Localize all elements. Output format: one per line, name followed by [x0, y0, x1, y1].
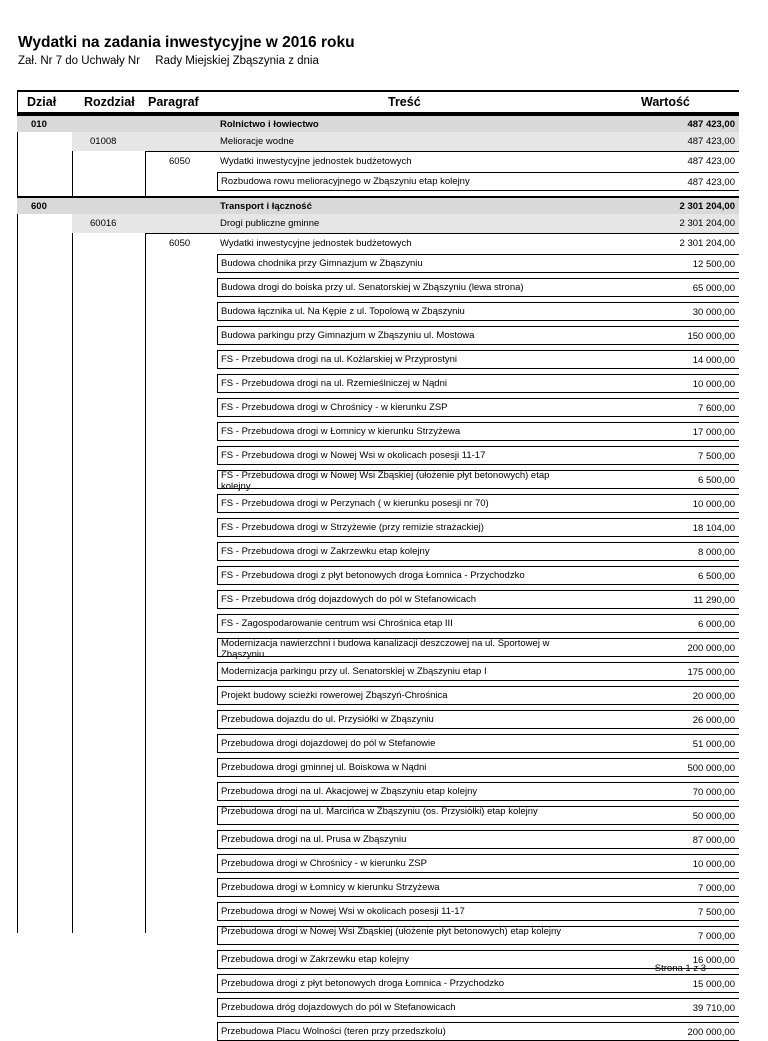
- item-value: 10 000,00: [692, 499, 735, 510]
- item-value: 11 290,00: [693, 595, 735, 606]
- item-value: 18 104,00: [692, 523, 735, 534]
- list-item: [217, 566, 739, 585]
- item-value: 30 000,00: [692, 307, 735, 318]
- item-name: Przebudowa drogi w Chrośnicy - w kierunku ZSP: [221, 858, 427, 869]
- item-value: 6 500,00: [698, 571, 735, 582]
- item-name: Przebudowa drogi na ul. Prusa w Zbąszyniu: [221, 834, 407, 845]
- item-name: Przebudowa dróg dojazdowych do pól w Stefanowicach: [221, 1002, 456, 1013]
- section-row: [17, 196, 739, 214]
- header-dzial: Dział: [27, 95, 57, 109]
- list-item: [217, 326, 739, 345]
- item-value: 10 000,00: [692, 859, 735, 870]
- item-name: Przebudowa drogi dojazdowej do pól w Stefanowie: [221, 738, 436, 749]
- item-name: FS - Przebudowa drogi na ul. Kożlarskiej w Przyprostyni: [221, 354, 458, 365]
- item-name: FS - Przebudowa drogi w Perzynach ( w kierunku posesji nr 70): [221, 498, 489, 509]
- dzial-name: Rolnictwo i łowiectwo: [220, 119, 319, 130]
- list-item: [217, 1022, 739, 1041]
- list-item: [217, 806, 739, 825]
- item-name: FS - Przebudowa drogi w Łomnicy w kierunku Strzyżewa: [221, 426, 461, 437]
- list-item: [217, 758, 739, 777]
- list-item: [217, 902, 739, 921]
- item-value: 51 000,00: [692, 739, 735, 750]
- subtitle: [18, 55, 319, 67]
- paragraf-value: 487 423,00: [687, 156, 735, 167]
- item-value: 87 000,00: [692, 835, 735, 846]
- item-name: Modernizacja nawierzchni i budowa kanalizacji deszczowej na ul. Sportowej w Zbąszyniu: [221, 638, 550, 660]
- list-item: [217, 494, 739, 513]
- col-line-rozdzial: [72, 114, 73, 933]
- item-name: Projekt budowy scieżki rowerowej Zbąszyń-Chrośnica: [221, 690, 448, 701]
- item-value: 8 000,00: [698, 547, 735, 558]
- paragraf-row: [145, 151, 739, 171]
- subtitle-left: Zał. Nr 7 do Uchwały Nr: [18, 55, 141, 67]
- list-item: [217, 422, 739, 441]
- list-item: [217, 278, 739, 297]
- rozdzial-row: [72, 214, 739, 233]
- item-name: FS - Przebudowa dróg dojazdowych do pól w Stefanowicach: [221, 594, 477, 605]
- list-item: [217, 302, 739, 321]
- item-name: FS - Przebudowa drogi z płyt betonowych droga Łomnica - Przychodzko: [221, 570, 525, 581]
- item-name: FS - Przebudowa drogi na ul. Rzemieślniczej w Nądni: [221, 378, 447, 389]
- subtitle-right: Rady Miejskiej Zbąszynia z dnia: [155, 55, 319, 67]
- item-name: FS - Zagospodarowanie centrum wsi Chrośnica etap III: [221, 618, 453, 629]
- item-name: Budowa drogi do boiska przy ul. Senatorskiej w Zbąszyniu (lewa strona): [221, 282, 524, 293]
- list-item: [217, 734, 739, 753]
- item-name: FS - Przebudowa drogi w Zakrzewku etap kolejny: [221, 546, 430, 557]
- item-name: Modernizacja parkingu przy ul. Senatorskiej w Zbąszyniu etap I: [221, 666, 487, 677]
- dzial-value: 487 423,00: [687, 119, 735, 130]
- list-item: [217, 470, 739, 492]
- dzial-name: Transport i łączność: [220, 201, 312, 212]
- list-item: [217, 854, 739, 873]
- list-item: [217, 542, 739, 561]
- list-item: [217, 446, 739, 465]
- item-name: Przebudowa dojazdu do ul. Przysiółki w Zbąszyniu: [221, 714, 434, 725]
- item-value: 10 000,00: [692, 379, 735, 390]
- item-value: 200 000,00: [687, 643, 735, 654]
- item-value: 500 000,00: [687, 763, 735, 774]
- header-tresc: Treść: [388, 95, 421, 109]
- list-item: [217, 518, 739, 537]
- item-value: 6 500,00: [698, 475, 735, 486]
- list-item: [217, 686, 739, 705]
- page-footer: Strona 1 z 3: [654, 963, 706, 974]
- paragraf-name: Wydatki inwestycyjne jednostek budżetowych: [220, 156, 412, 167]
- header-wartosc: Wartość: [641, 95, 690, 109]
- dzial-code: 600: [31, 201, 47, 212]
- item-value: 150 000,00: [687, 331, 735, 342]
- paragraf-row: [145, 233, 739, 253]
- item-name: FS - Przebudowa drogi w Nowej Wsi w okolicach posesji 11-17: [221, 450, 486, 461]
- paragraf-value: 2 301 204,00: [679, 238, 735, 249]
- item-value: 7 500,00: [698, 907, 735, 918]
- item-name: Rozbudowa rowu melioracyjnego w Zbąszyniu etap kolejny: [221, 176, 470, 187]
- item-value: 26 000,00: [692, 715, 735, 726]
- item-value: 20 000,00: [692, 691, 735, 702]
- section-row: [17, 114, 739, 132]
- item-name: FS - Przebudowa drogi w Strzyżewie (przy remizie strażackiej): [221, 522, 484, 533]
- rozdzial-row: [72, 132, 739, 151]
- item-name: Przebudowa Placu Wolności (teren przy przedszkolu): [221, 1026, 446, 1037]
- item-name: Budowa łącznika ul. Na Kępie z ul. Topolową w Zbąszyniu: [221, 306, 465, 317]
- rozdzial-name: Melioracje wodne: [220, 136, 294, 147]
- rozdzial-name: Drogi publiczne gminne: [220, 218, 320, 229]
- list-item: [217, 710, 739, 729]
- item-value: 65 000,00: [692, 283, 735, 294]
- item-name: Przebudowa drogi na ul. Marcińca w Zbąszyniu (os. Przysiółki) etap kolejny: [221, 806, 538, 817]
- list-item: [217, 662, 739, 681]
- item-name: Przebudowa drogi w Nowej Wsi w okolicach posesji 11-17: [221, 906, 465, 917]
- list-item: [217, 172, 739, 191]
- dzial-code: 010: [31, 119, 47, 130]
- rozdzial-code: 01008: [90, 136, 117, 147]
- item-name: Przebudowa drogi w Nowej Wsi Zbąskiej (ułożenie płyt betonowych) etap kolejny: [221, 926, 562, 937]
- item-name: Przebudowa drogi na ul. Akacjowej w Zbąszyniu etap kolejny: [221, 786, 478, 797]
- item-value: 7 000,00: [698, 931, 735, 942]
- item-value: 175 000,00: [687, 667, 735, 678]
- list-item: [217, 830, 739, 849]
- list-item: [217, 878, 739, 897]
- header-rozdzial: Rozdział: [84, 95, 135, 109]
- item-value: 7 000,00: [698, 883, 735, 894]
- item-value: 487 423,00: [687, 177, 735, 188]
- list-item: [217, 782, 739, 801]
- item-value: 16 000,00: [692, 955, 735, 966]
- item-name: Przebudowa drogi w Zakrzewku etap kolejny: [221, 954, 409, 965]
- item-value: 14 000,00: [692, 355, 735, 366]
- item-value: 50 000,00: [692, 811, 735, 822]
- item-value: 17 000,00: [692, 427, 735, 438]
- paragraf-name: Wydatki inwestycyjne jednostek budżetowych: [220, 238, 412, 249]
- rozdzial-code: 60016: [90, 218, 117, 229]
- item-name: FS - Przebudowa drogi w Chrośnicy - w kierunku ZSP: [221, 402, 448, 413]
- item-name: Przebudowa drogi w Łomnicy w kierunku Strzyżewa: [221, 882, 440, 893]
- item-value: 12 500,00: [692, 259, 735, 270]
- item-value: 70 000,00: [692, 787, 735, 798]
- list-item: [217, 974, 739, 993]
- item-value: 15 000,00: [692, 979, 735, 990]
- paragraf-code: 6050: [169, 156, 191, 167]
- header-paragraf: Paragraf: [148, 95, 199, 109]
- item-value: 39 710,00: [692, 1003, 735, 1014]
- list-item: [217, 614, 739, 633]
- table-header: [17, 90, 739, 114]
- rozdzial-value: 2 301 204,00: [679, 218, 735, 229]
- paragraf-code: 6050: [169, 238, 191, 249]
- list-item: [217, 254, 739, 273]
- item-value: 200 000,00: [687, 1027, 735, 1038]
- item-name: Budowa chodnika przy Gimnazjum w Zbąszyniu: [221, 258, 423, 269]
- item-name: Przebudowa drogi gminnej ul. Boiskowa w Nądni: [221, 762, 427, 773]
- item-name: FS - Przebudowa drogi w Nowej Wsi Zbąskiej (ułożenie płyt betonowych) etap kolejny: [221, 470, 550, 492]
- item-name: Budowa parkingu przy Gimnazjum w Zbąszyniu ul. Mostowa: [221, 330, 475, 341]
- list-item: [217, 998, 739, 1017]
- list-item: [217, 638, 739, 660]
- dzial-value: 2 301 204,00: [679, 201, 735, 212]
- item-value: 7 500,00: [698, 451, 735, 462]
- list-item: [217, 590, 739, 609]
- item-name: Przebudowa drogi z płyt betonowych droga Łomnica - Przychodzko: [221, 978, 505, 989]
- list-item: [217, 398, 739, 417]
- list-item: [217, 374, 739, 393]
- page-title: Wydatki na zadania inwestycyjne w 2016 roku: [18, 34, 355, 51]
- item-value: 6 000,00: [698, 619, 735, 630]
- item-value: 7 600,00: [698, 403, 735, 414]
- list-item: [217, 926, 739, 945]
- list-item: [217, 350, 739, 369]
- rozdzial-value: 487 423,00: [687, 136, 735, 147]
- col-line-dzial: [17, 90, 18, 933]
